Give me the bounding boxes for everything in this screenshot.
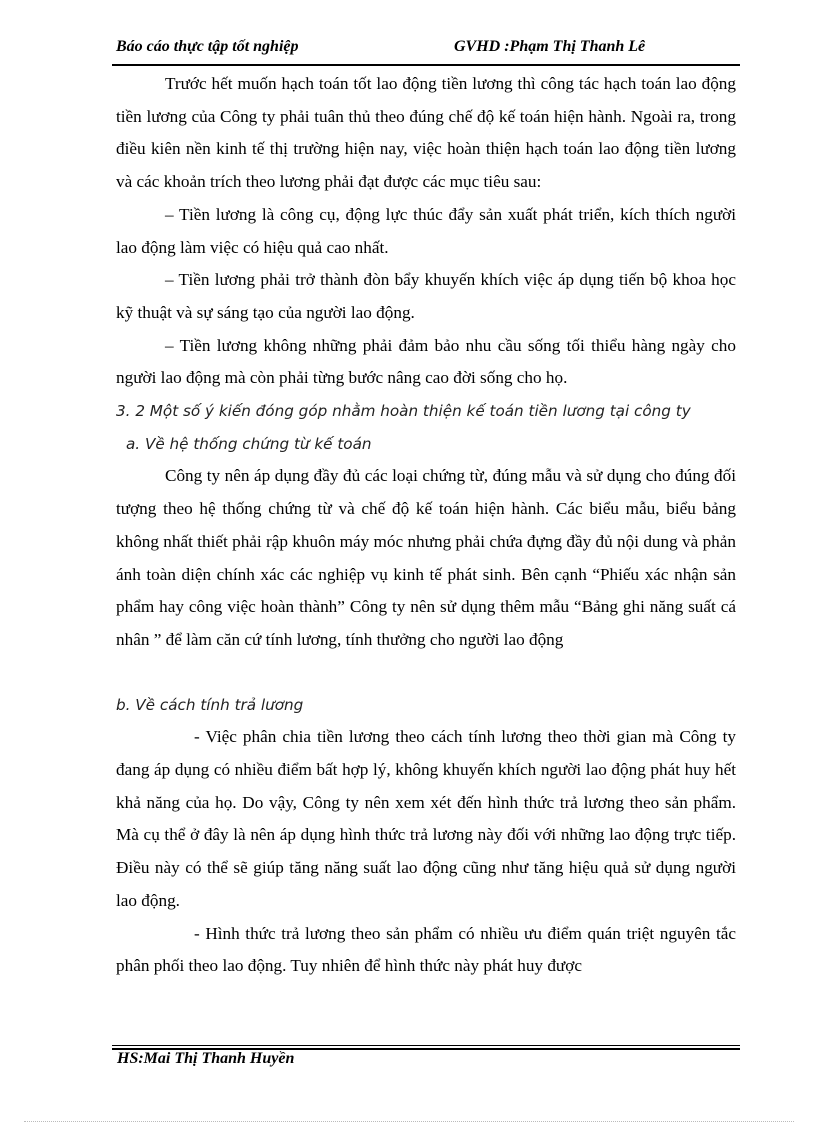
subheading-a: a. Về hệ thống chứng từ kế toán <box>126 434 372 453</box>
paragraph-piece-rate: - Hình thức trả lương theo sản phẩm có nhiều ưu điểm quán triệt nguyên tắc phân phối theo lao động. Tuy nhiên để hình thức này phát huy được <box>116 923 736 976</box>
bullet-item-3: – Tiền lương không những phải đảm bảo nhu cầu sống tối thiểu hàng ngày cho người lao động mà còn phải từng bước nâng cao đời sống cho họ. <box>116 335 736 388</box>
page-header <box>112 38 740 62</box>
header-rule <box>112 64 740 66</box>
header-supervisor: GVHD :Phạm Thị Thanh Lê <box>454 38 646 55</box>
paragraph-documents: Công ty nên áp dụng đầy đủ các loại chứng từ, đúng mẫu và sử dụng cho đúng đối tượng theo hệ thống chứng từ và chế độ kế toán hiện hành. Các biểu mẫu, biểu bảng không nhất thiết phải rập khuôn máy móc nhưng phải chứa đựng đầy đủ nội dung và phản ánh toàn diện chính xác các nghiệp vụ kinh tế phát sinh. Bên cạnh “Phiếu xác nhận sản phẩm hay công việc hoàn thành” Công ty nên sử dụng thêm mẫu “Bảng ghi năng suất cá nhân ” để làm căn cứ tính lương, tính thưởng cho người lao động <box>116 466 736 649</box>
page-edge <box>24 1121 794 1122</box>
footer-author: HS:Mai Thị Thanh Huyền <box>117 1050 295 1067</box>
spacer <box>116 657 736 689</box>
bullet-item-2: – Tiền lương phải trở thành đòn bẩy khuyến khích việc áp dụng tiến bộ khoa học kỹ thuật và sự sáng tạo của người lao động. <box>116 270 736 322</box>
header-report-title: Báo cáo thực tập tốt nghiệp <box>116 38 299 55</box>
page-body <box>116 68 736 983</box>
paragraph-salary-method: - Việc phân chia tiền lương theo cách tính lương theo thời gian mà Công ty đang áp dụng có nhiều điểm bất hợp lý, không khuyến khích người lao động phát huy hết khả năng của họ. Do vậy, Công ty nên xem xét đến hình thức trả lương theo sản phẩm. Mà cụ thể ở đây là nên áp dụng hình thức trả lương này đối với những lao động trực tiếp. Điều này có thể sẽ giúp tăng năng suất lao động cũng như tăng hiệu quả sử dụng người lao động. <box>116 727 736 910</box>
bullet-item-1: – Tiền lương là công cụ, động lực thúc đẩy sản xuất phát triển, kích thích người lao động làm việc có hiệu quả cao nhất. <box>116 204 736 257</box>
section-heading: 3. 2 Một số ý kiến đóng góp nhằm hoàn thiện kế toán tiền lương tại công ty <box>116 402 691 421</box>
subheading-b: b. Về cách tính trả lương <box>116 695 304 714</box>
footer-rule-thin <box>112 1045 740 1046</box>
paragraph-intro: Trước hết muốn hạch toán tốt lao động tiền lương thì công tác hạch toán lao động tiền lương của Công ty phải tuân thủ theo đúng chế độ kế toán hiện hành. Ngoài ra, trong điều kiên nền kinh tế thị trường hiện nay, việc hoàn thiện hạch toán lao động tiền lương và các khoản trích theo lương phải đạt được các mục tiêu sau: <box>116 74 736 192</box>
